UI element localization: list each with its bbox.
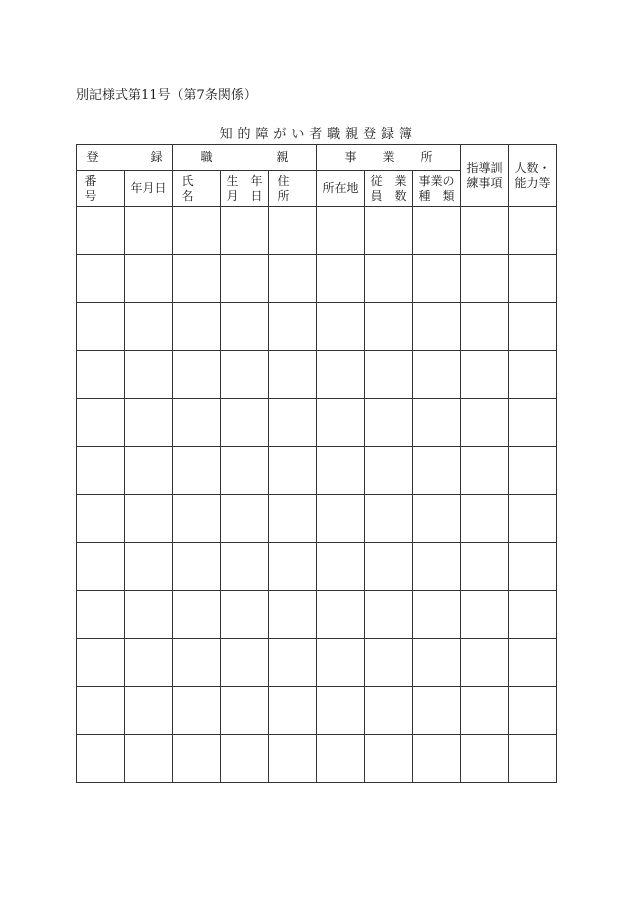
table-cell xyxy=(365,639,413,687)
table-cell xyxy=(509,495,557,543)
header-business-office: 事 業 所 xyxy=(317,145,461,171)
header-address: 住 所 xyxy=(269,171,317,207)
table-cell xyxy=(413,543,461,591)
table-cell xyxy=(125,735,173,783)
table-cell xyxy=(173,687,221,735)
table-cell xyxy=(125,687,173,735)
table-cell xyxy=(317,495,365,543)
table-cell xyxy=(269,351,317,399)
header-guidance: 指導訓 練事項 xyxy=(461,145,509,207)
table-cell xyxy=(413,447,461,495)
table-cell xyxy=(269,255,317,303)
table-row xyxy=(77,303,557,351)
table-cell xyxy=(365,303,413,351)
table-cell xyxy=(413,351,461,399)
table-cell xyxy=(317,687,365,735)
table-cell xyxy=(173,447,221,495)
table-cell xyxy=(365,207,413,255)
table-cell xyxy=(365,447,413,495)
table-cell xyxy=(125,447,173,495)
table-cell xyxy=(77,735,125,783)
table-cell xyxy=(509,735,557,783)
table-cell xyxy=(413,399,461,447)
table-cell xyxy=(173,351,221,399)
table-cell xyxy=(365,255,413,303)
table-cell xyxy=(461,639,509,687)
table-cell xyxy=(77,207,125,255)
table-cell xyxy=(77,399,125,447)
table-cell xyxy=(173,543,221,591)
table-cell xyxy=(317,399,365,447)
table-cell xyxy=(413,207,461,255)
table-cell xyxy=(461,735,509,783)
table-cell xyxy=(77,495,125,543)
table-cell xyxy=(461,303,509,351)
table-cell xyxy=(413,639,461,687)
table-row xyxy=(77,543,557,591)
table-cell xyxy=(461,591,509,639)
header-number: 番 号 xyxy=(77,171,125,207)
table-cell xyxy=(269,399,317,447)
table-cell xyxy=(269,687,317,735)
header-registration: 登 録 xyxy=(77,145,173,171)
table-cell xyxy=(365,495,413,543)
table-cell xyxy=(221,351,269,399)
table-cell xyxy=(317,351,365,399)
table-cell xyxy=(173,303,221,351)
table-cell xyxy=(509,447,557,495)
table-cell xyxy=(269,591,317,639)
page-title: 知 的 障 が い 者 職 親 登 録 簿 xyxy=(219,127,413,142)
table-cell xyxy=(365,735,413,783)
table-cell xyxy=(125,591,173,639)
table-cell xyxy=(221,591,269,639)
table-cell xyxy=(173,207,221,255)
table-cell xyxy=(77,591,125,639)
header-employees: 従 業 員 数 xyxy=(365,171,413,207)
table-cell xyxy=(269,495,317,543)
table-cell xyxy=(317,207,365,255)
table-cell xyxy=(413,255,461,303)
table-cell xyxy=(221,735,269,783)
table-cell xyxy=(317,255,365,303)
table-row xyxy=(77,495,557,543)
table-cell xyxy=(269,639,317,687)
table-cell xyxy=(413,687,461,735)
table-cell xyxy=(413,735,461,783)
table-cell xyxy=(461,543,509,591)
table-cell xyxy=(317,303,365,351)
table-cell xyxy=(461,255,509,303)
table-cell xyxy=(173,639,221,687)
table-cell xyxy=(509,207,557,255)
table-cell xyxy=(221,543,269,591)
table-cell xyxy=(173,735,221,783)
table-cell xyxy=(221,639,269,687)
table-row xyxy=(77,639,557,687)
table-cell xyxy=(221,447,269,495)
table-cell xyxy=(77,351,125,399)
table-cell xyxy=(125,303,173,351)
table-row xyxy=(77,207,557,255)
table-cell xyxy=(413,303,461,351)
table-cell xyxy=(365,591,413,639)
table-cell xyxy=(461,351,509,399)
table-row xyxy=(77,447,557,495)
table-cell xyxy=(365,543,413,591)
table-cell xyxy=(317,447,365,495)
table-cell xyxy=(365,399,413,447)
table-cell xyxy=(221,255,269,303)
header-shokuoya: 職 親 xyxy=(173,145,317,171)
table-cell xyxy=(77,639,125,687)
table-cell xyxy=(461,207,509,255)
table-cell xyxy=(77,447,125,495)
table-cell xyxy=(173,591,221,639)
table-cell xyxy=(173,399,221,447)
table-cell xyxy=(461,687,509,735)
table-cell xyxy=(125,351,173,399)
table-row xyxy=(77,591,557,639)
table-cell xyxy=(509,255,557,303)
table-cell xyxy=(221,303,269,351)
table-row xyxy=(77,735,557,783)
table-cell xyxy=(461,447,509,495)
table-cell xyxy=(125,543,173,591)
table-row xyxy=(77,399,557,447)
table-cell xyxy=(77,543,125,591)
table-cell xyxy=(125,495,173,543)
header-birthdate: 生 年 月 日 xyxy=(221,171,269,207)
table-cell xyxy=(125,399,173,447)
table-cell xyxy=(365,351,413,399)
table-cell xyxy=(509,543,557,591)
table-cell xyxy=(173,495,221,543)
table-cell xyxy=(269,447,317,495)
table-cell xyxy=(125,639,173,687)
table-cell xyxy=(77,255,125,303)
table-cell xyxy=(269,543,317,591)
table-cell xyxy=(461,495,509,543)
register-table xyxy=(76,144,557,783)
table-cell xyxy=(413,591,461,639)
table-cell xyxy=(317,543,365,591)
table-cell xyxy=(317,591,365,639)
table-cell xyxy=(509,591,557,639)
table-cell xyxy=(317,735,365,783)
table-cell xyxy=(509,639,557,687)
table-cell xyxy=(509,303,557,351)
form-label: 別記様式第11号（第7条関係） xyxy=(76,88,257,103)
table-cell xyxy=(221,687,269,735)
table-cell xyxy=(509,687,557,735)
table-cell xyxy=(365,687,413,735)
table-cell xyxy=(461,399,509,447)
table-cell xyxy=(509,399,557,447)
table-cell xyxy=(413,495,461,543)
table-cell xyxy=(221,495,269,543)
table-cell xyxy=(317,639,365,687)
header-date: 年月日 xyxy=(125,171,173,207)
table-row xyxy=(77,687,557,735)
table-row xyxy=(77,351,557,399)
header-capacity: 人数・ 能力等 xyxy=(509,145,557,207)
table-cell xyxy=(125,207,173,255)
header-business-type: 事業の 種 類 xyxy=(413,171,461,207)
table-cell xyxy=(269,207,317,255)
table-cell xyxy=(221,399,269,447)
table-cell xyxy=(221,207,269,255)
table-cell xyxy=(173,255,221,303)
table-row xyxy=(77,255,557,303)
header-location: 所在地 xyxy=(317,171,365,207)
table-cell xyxy=(269,735,317,783)
table-cell xyxy=(509,351,557,399)
table-cell xyxy=(77,687,125,735)
table-cell xyxy=(77,303,125,351)
table-cell xyxy=(269,303,317,351)
table-cell xyxy=(125,255,173,303)
header-name: 氏 名 xyxy=(173,171,221,207)
